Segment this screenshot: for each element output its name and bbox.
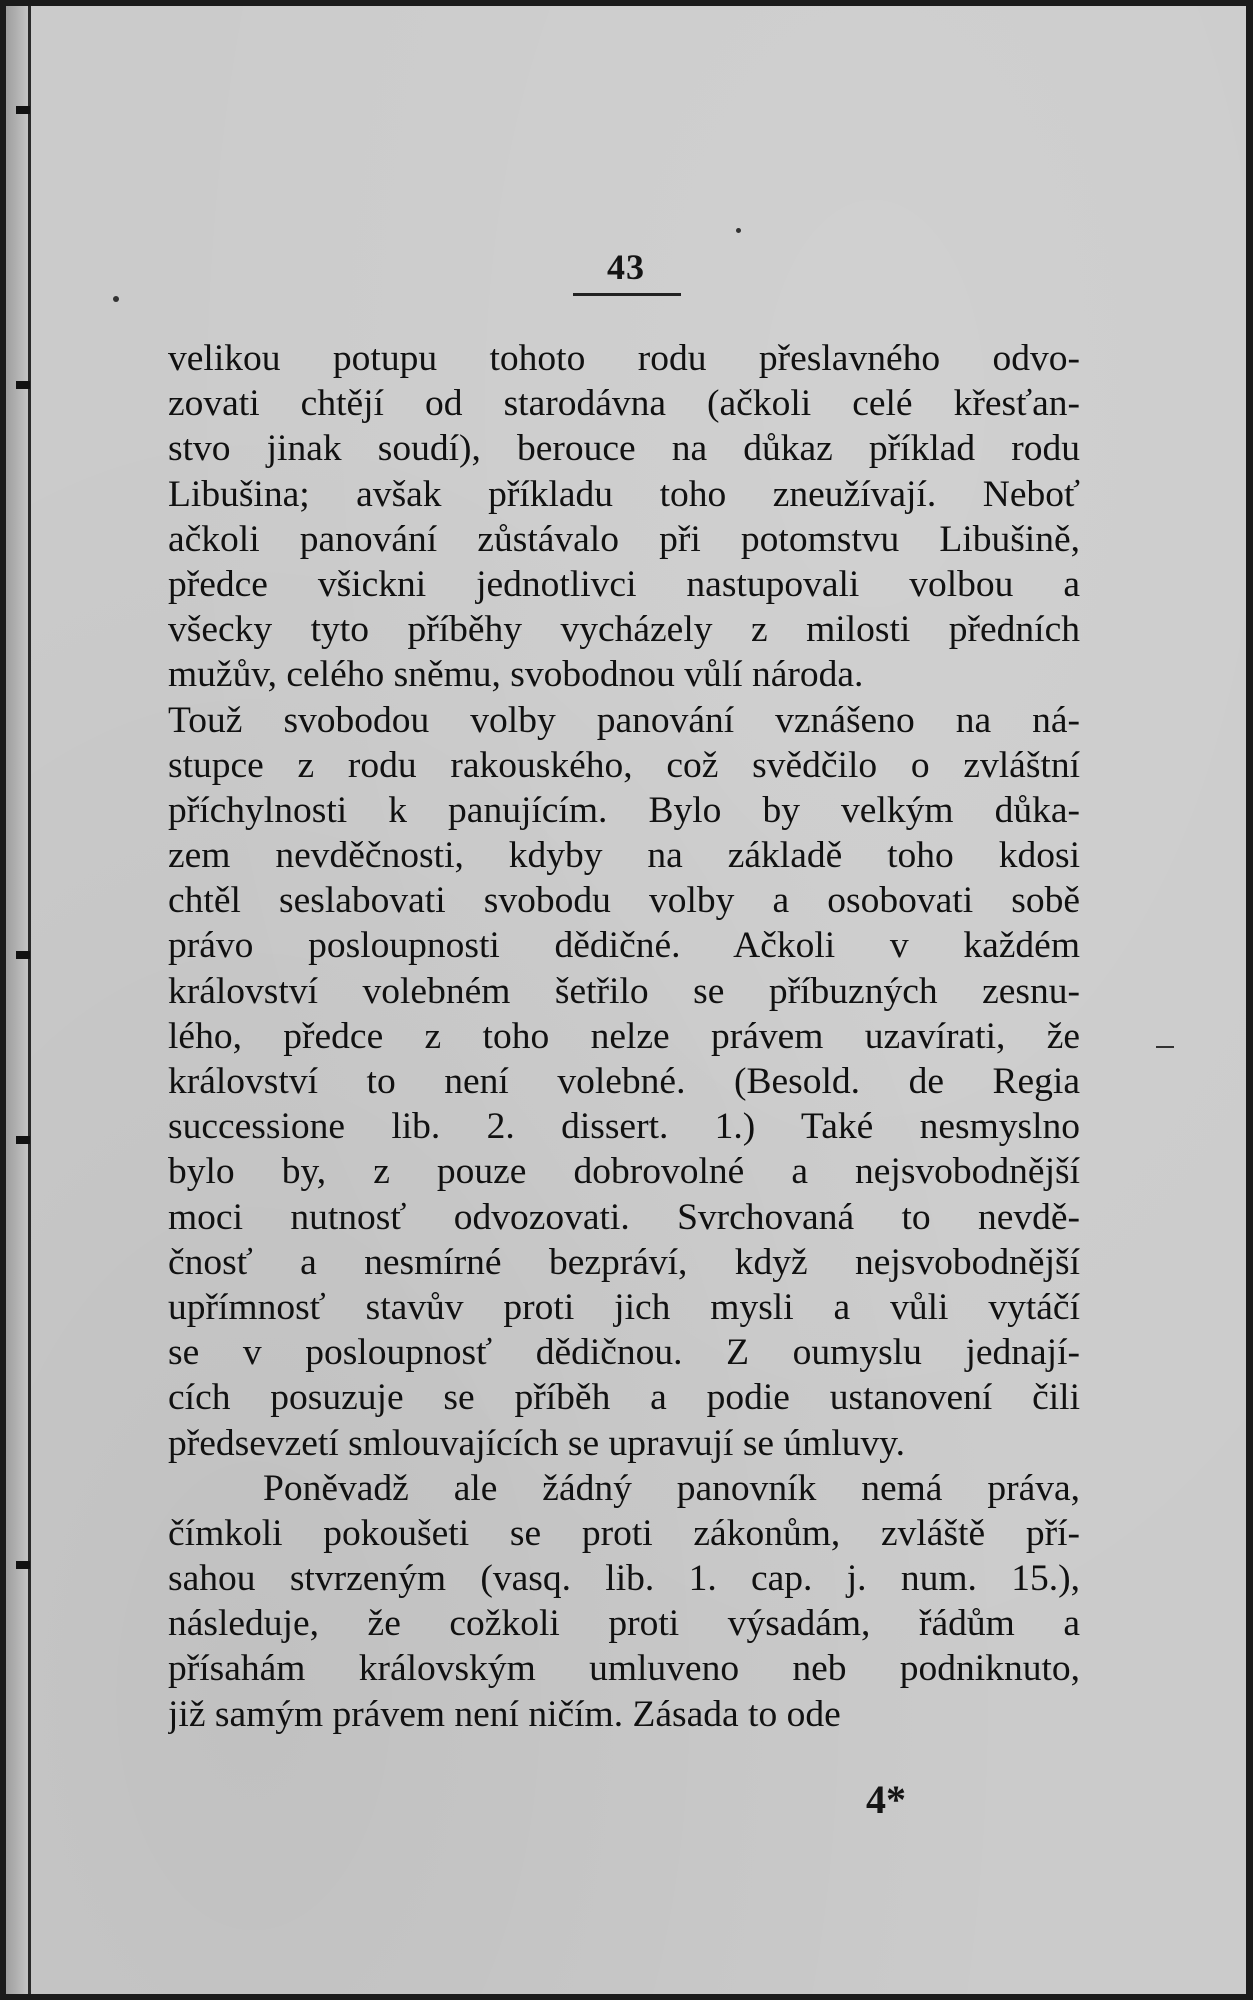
- dust-speck: [736, 228, 741, 233]
- text-line: moci nutnosť odvozovati. Svrchovaná to nevdě-: [168, 1196, 1080, 1238]
- text-line: sahou stvrzeným (vasq. lib. 1. cap. j. num. 15.),: [168, 1558, 1080, 1600]
- text-line: ačkoli panování zůstávalo při potomstvu Libušině,: [168, 518, 1080, 560]
- text-line: právo posloupnosti dědičné. Ačkoli v každém: [168, 925, 1080, 967]
- edge-mark: [16, 951, 30, 959]
- text-line: successione lib. 2. dissert. 1.) Také nesmyslno: [168, 1106, 1080, 1148]
- text-line: všecky tyto příběhy vycházely z milosti předních: [168, 609, 1080, 651]
- text-line: stvo jinak soudí), berouce na důkaz příklad rodu: [168, 428, 1080, 470]
- edge-mark: [16, 381, 30, 389]
- signature-mark: 4*: [866, 1777, 906, 1822]
- text-line: lého, předce z toho nelze právem uzavírati, že: [168, 1015, 1080, 1057]
- text-line: stupce z rodu rakouského, což svědčilo o zvláštní: [168, 744, 1080, 786]
- text-line: království volebném šetřilo se příbuzných zesnu-: [168, 970, 1080, 1012]
- binding-edge: [6, 6, 31, 1994]
- text-line: předce všickni jednotlivci nastupovali volbou a: [168, 563, 1080, 605]
- text-line: předsevzetí smlouvajících se upravují se úmluvy.: [168, 1422, 905, 1464]
- text-line: následuje, že cožkoli proti výsadám, řádům a: [168, 1603, 1080, 1645]
- text-line: mužův, celého sněmu, svobodnou vůlí národa.: [168, 654, 864, 696]
- text-line: čnosť a nesmírné bezpráví, když nejsvobodnější: [168, 1241, 1080, 1283]
- body-text: [168, 336, 1080, 1737]
- text-line: cích posuzuje se příběh a podie ustanovení čili: [168, 1377, 1080, 1419]
- page-number: 43: [607, 247, 645, 287]
- text-line: příchylnosti k panujícím. Bylo by velkým důka-: [168, 789, 1080, 831]
- edge-mark: [16, 106, 30, 114]
- text-line: zovati chtějí od starodávna (ačkoli celé křesťan-: [168, 383, 1080, 425]
- dust-speck: [113, 296, 119, 302]
- book-page: [6, 6, 1246, 1994]
- text-line: království to není volebné. (Besold. de Regia: [168, 1061, 1080, 1102]
- dust-speck: [1156, 1046, 1174, 1048]
- text-line: Libušina; avšak příkladu toho zneužívají. Neboť: [168, 473, 1080, 515]
- text-line: zem nevděčnosti, kdyby na základě toho kdosi: [168, 835, 1080, 877]
- edge-mark: [16, 1561, 30, 1569]
- text-line: se v posloupnosť dědičnou. Z oumyslu jednají-: [168, 1332, 1080, 1374]
- text-line: čímkoli pokoušeti se proti zákonům, zvláště pří-: [168, 1512, 1080, 1554]
- text-line: bylo by, z pouze dobrovolné a nejsvobodnější: [168, 1151, 1080, 1193]
- text-line: Poněvadž ale žádný panovník nemá práva,: [263, 1467, 1080, 1509]
- text-line: již samým právem není ničím. Zásada to ode: [168, 1693, 841, 1735]
- edge-mark: [16, 1136, 30, 1144]
- text-line: upřímnosť stavův proti jich mysli a vůli vytáčí: [168, 1286, 1080, 1328]
- page-number-rule: [573, 293, 681, 296]
- text-line: přísahám královským umluveno neb podniknuto,: [168, 1648, 1080, 1690]
- text-line: velikou potupu tohoto rodu přeslavného odvo-: [168, 338, 1080, 379]
- text-line: chtěl seslabovati svobodu volby a osobovati sobě: [168, 880, 1080, 922]
- text-line: Touž svobodou volby panování vznášeno na ná-: [168, 699, 1080, 741]
